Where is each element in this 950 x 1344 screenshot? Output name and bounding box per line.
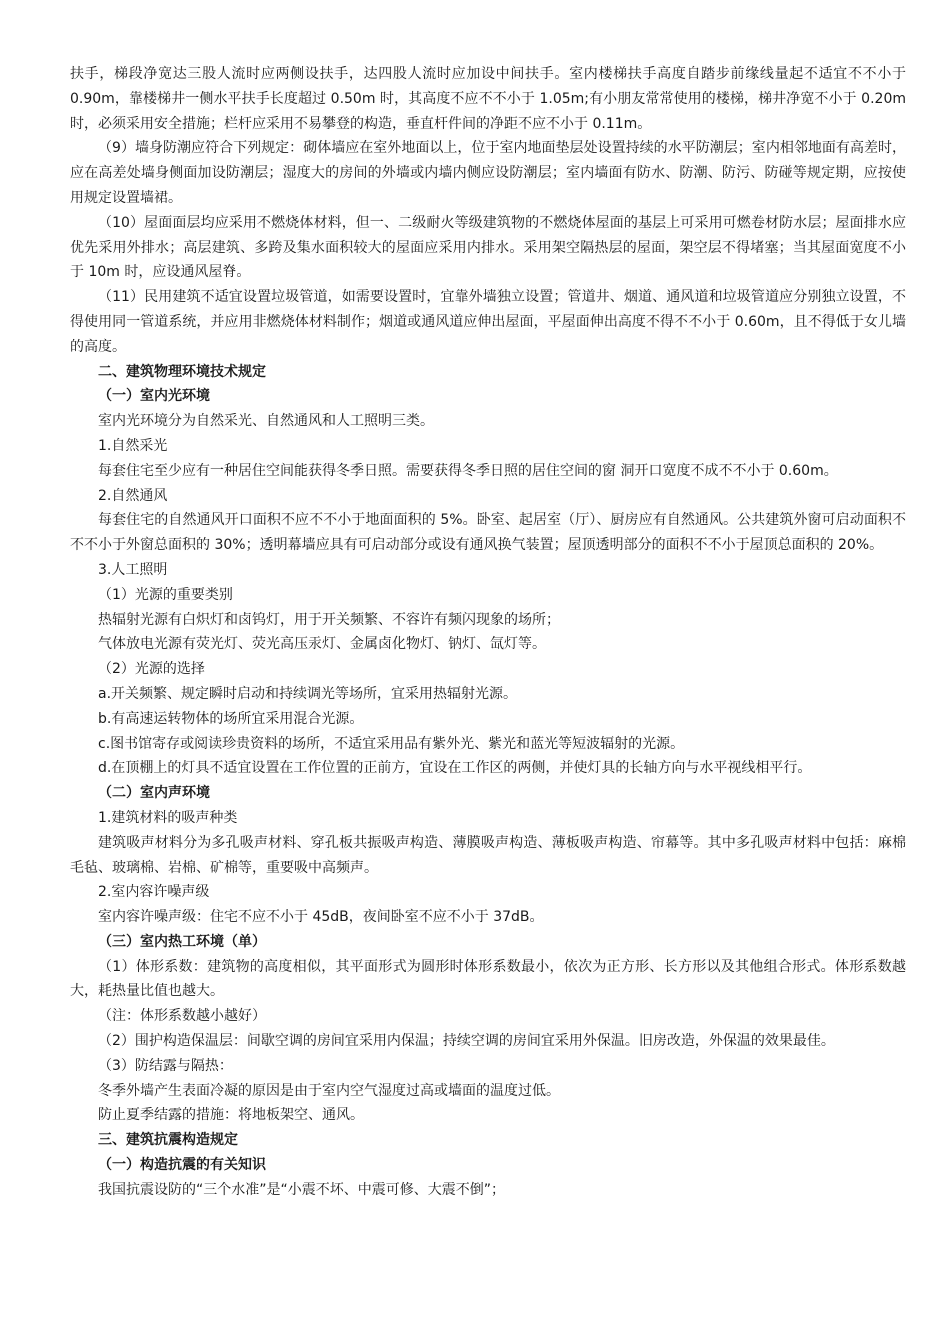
- paragraph-allowable-noise: 室内容许噪声级：住宅不应不小于 45dB，夜间卧室不应不小于 37dB。: [98, 909, 544, 926]
- item-heading-light-source-types: （1）光源的重要类别: [98, 586, 233, 603]
- paragraph-handrail: 扶手，梯段净宽达三股人流时应两侧设扶手，达四股人流时应加设中间扶手。室内楼梯扶手高度自踏步前缘线量起不适宜不不小于 0.90m，靠楼梯井一侧水平扶手长度超过 0.50m 时，其高度不应不不小于 1.05m;有小朋友常常使用的楼梯，梯井净宽不小于 0.20m 时，必须采用安全措施；栏杆应采用不易攀登的构造，垂直杆件间的净距不应不小于 0.11m。: [70, 66, 906, 132]
- paragraph-damp-proofing: （9）墙身防潮应符合下列规定：砌体墙应在室外地面以上，位于室内地面垫层处设置持续的水平防潮层；室内相邻地面有高差时，应在高差处墙身侧面加设防潮层；湿度大的房间的外墙或内墙内侧应设防潮层；室内墙面有防水、防潮、防污、防碰等规定期，应按使用规定设置墙裙。: [70, 140, 906, 206]
- paragraph-natural-lighting: 每套住宅至少应有一种居住空间能获得冬季日照。需要获得冬季日照的居住空间的窗 洞开口宽度不成不不小于 0.60m。: [98, 462, 838, 479]
- subsection-heading-seismic-knowledge: （一）构造抗震的有关知识: [98, 1157, 266, 1174]
- list-item-a: a.开关频繁、规定瞬时启动和持续调光等场所，宜采用热辐射光源。: [98, 685, 518, 702]
- section-heading-physical-environment: 二、建筑物理环境技术规定: [98, 363, 266, 380]
- item-heading-condensation: （3）防结露与隔热：: [98, 1057, 233, 1074]
- paragraph-absorption-materials: 建筑吸声材料分为多孔吸声材料、穿孔板共振吸声构造、薄膜吸声构造、薄板吸声构造、帘幕等。其中多孔吸声材料中包括：麻棉毛毡、玻璃棉、岩棉、矿棉等，重要吸中高频声。: [70, 834, 906, 876]
- item-heading-light-source-selection: （2）光源的选择: [98, 661, 205, 678]
- paragraph-shape-coefficient: （1）体形系数：建筑物的高度相似，其平面形式为圆形时体形系数最小，依次为正方形、长方形以及其他组合形式。体形系数越大，耗热量比值也越大。: [70, 958, 906, 1000]
- paragraph-summer-condensation: 防止夏季结露的措施：将地板架空、通风。: [98, 1107, 364, 1124]
- note-shape-coefficient: （注：体形系数越小越好）: [98, 1008, 266, 1025]
- list-item-b: b.有高速运转物体的场所宜采用混合光源。: [98, 710, 364, 727]
- paragraph-insulation-layer: （2）围护构造保温层：间歇空调的房间宜采用内保温；持续空调的房间宜采用外保温。旧房改造，外保温的效果最佳。: [98, 1033, 835, 1050]
- subsection-heading-light: （一）室内光环境: [98, 388, 210, 405]
- item-heading-artificial-lighting: 3.人工照明: [98, 561, 168, 578]
- paragraph-thermal-radiation-sources: 热辐射光源有白炽灯和卤钨灯，用于开关频繁、不容许有频闪现象的场所；: [98, 611, 560, 628]
- item-heading-natural-ventilation: 2.自然通风: [98, 487, 168, 504]
- paragraph-natural-ventilation: 每套住宅的自然通风开口面积不应不不小于地面面积的 5%。卧室、起居室（厅）、厨房应有自然通风。公共建筑外窗可启动面积不不不小于外窗总面积的 30%；透明幕墙应具有可启动部分或设有通风换气装置；屋顶透明部分的面积不不小于屋顶总面积的 20%。: [70, 512, 906, 554]
- paragraph-garbage-chute: （11）民用建筑不适宜设置垃圾管道，如需要设置时，宜靠外墙独立设置；管道井、烟道、通风道和垃圾管道应分别独立设置，不得使用同一管道系统，并应用非燃烧体材料制作；烟道或通风道应伸出屋面，平屋面伸出高度不得不不小于 0.60m，且不得低于女儿墙的高度。: [70, 289, 906, 355]
- subsection-heading-sound: （二）室内声环境: [98, 785, 210, 802]
- paragraph-gas-discharge-sources: 气体放电光源有荧光灯、荧光高压汞灯、金属卤化物灯、钠灯、氙灯等。: [98, 636, 546, 653]
- paragraph-roof-surface: （10）屋面面层均应采用不燃烧体材料，但一、二级耐火等级建筑物的不燃烧体屋面的基层上可采用可燃卷材防水层；屋面排水应优先采用外排水；高层建筑、多跨及集水面积较大的屋面应采用内排水。采用架空隔热层的屋面，架空层不得堵塞；当其屋面宽度不小于 10m 时，应设通风屋脊。: [70, 214, 906, 281]
- item-heading-absorption-types: 1.建筑材料的吸声种类: [98, 809, 238, 826]
- section-heading-seismic: 三、建筑抗震构造规定: [98, 1132, 238, 1149]
- paragraph-light-categories: 室内光环境分为自然采光、自然通风和人工照明三类。: [98, 413, 434, 430]
- document-page: [70, 62, 906, 1203]
- subsection-heading-thermal: （三）室内热工环境（单）: [98, 933, 266, 950]
- paragraph-three-levels: 我国抗震设防的“三个水准”是“小震不坏、中震可修、大震不倒”；: [98, 1181, 506, 1198]
- list-item-c: c.图书馆寄存或阅读珍贵资料的场所，不适宜采用品有紫外光、紫光和蓝光等短波辐射的光源。: [98, 735, 685, 752]
- paragraph-winter-condensation: 冬季外墙产生表面冷凝的原因是由于室内空气湿度过高或墙面的温度过低。: [98, 1082, 560, 1099]
- item-heading-allowable-noise: 2.室内容许噪声级: [98, 884, 210, 901]
- item-heading-natural-lighting: 1.自然采光: [98, 437, 168, 454]
- list-item-d: d.在顶棚上的灯具不适宜设置在工作位置的正前方，宜设在工作区的两侧，并使灯具的长轴方向与水平视线相平行。: [98, 760, 812, 777]
